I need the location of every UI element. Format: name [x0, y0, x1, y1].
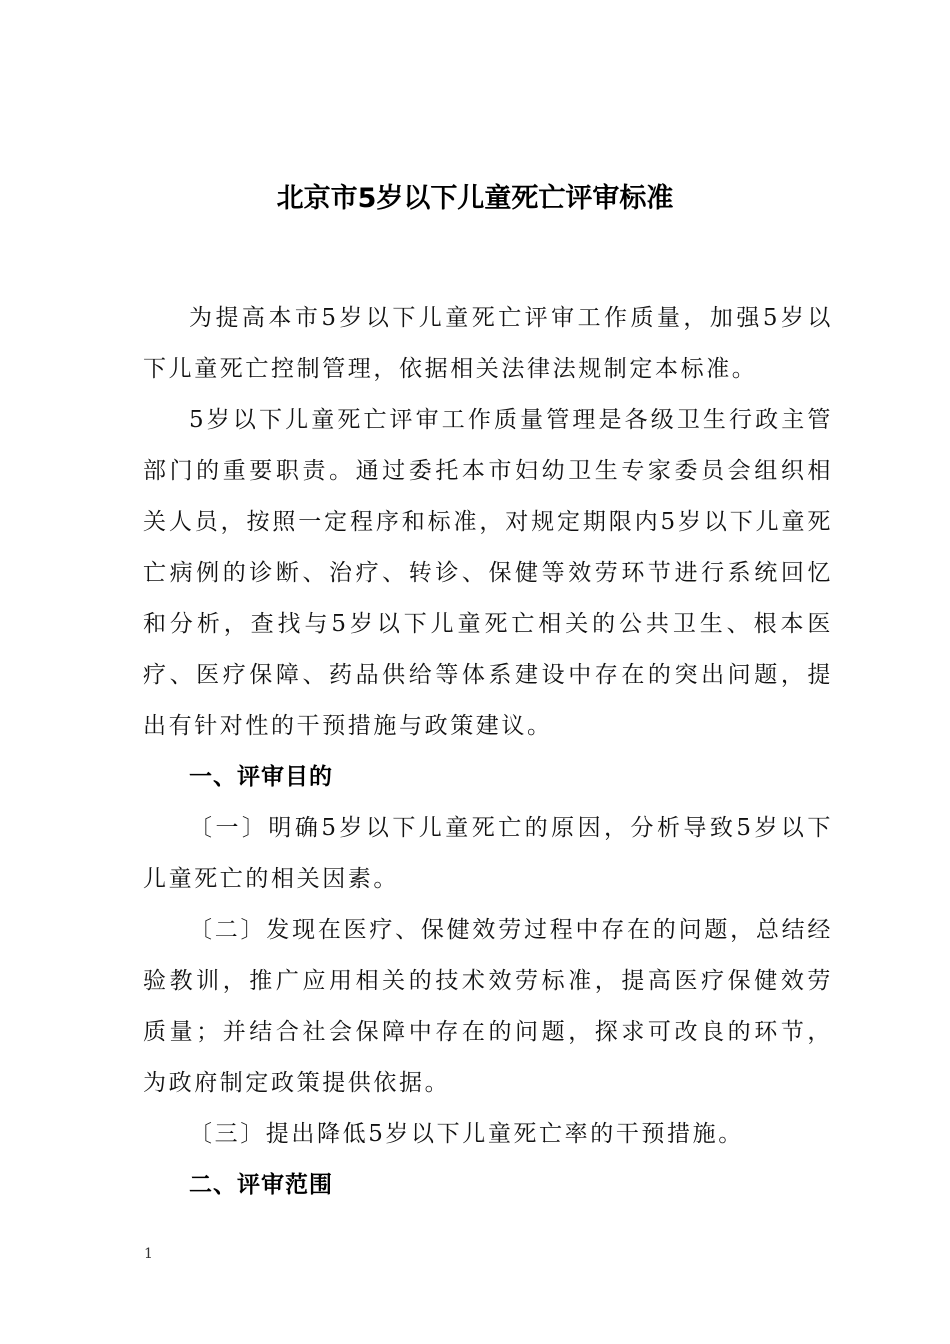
purpose-item-2: 〔二〕发现在医疗、保健效劳过程中存在的问题，总结经验教训，推广应用相关的技术效劳标准，提高医疗保健效劳质量；并结合社会保障中存在的问题，探求可改良的环节，为政府制定政策提供依据。: [143, 917, 833, 1096]
section-heading-purpose: 一、评审目的: [189, 764, 333, 790]
section-heading-scope: 二、评审范围: [189, 1172, 333, 1198]
purpose-item-1: 〔一〕明确5岁以下儿童死亡的原因，分析导致5岁以下儿童死亡的相关因素。: [143, 815, 833, 892]
document-body: [143, 293, 833, 1211]
document-title: 北京市5岁以下儿童死亡评审标准: [276, 183, 674, 214]
page-number: 1: [144, 1246, 153, 1262]
intro-paragraph: 为提高本市5岁以下儿童死亡评审工作质量，加强5岁以下儿童死亡控制管理，依据相关法律法规制定本标准。: [143, 305, 833, 382]
purpose-item-3: 〔三〕提出降低5岁以下儿童死亡率的干预措施。: [189, 1121, 744, 1147]
responsibility-paragraph: 5岁以下儿童死亡评审工作质量管理是各级卫生行政主管部门的重要职责。通过委托本市妇幼卫生专家委员会组织相关人员，按照一定程序和标准，对规定期限内5岁以下儿童死亡病例的诊断、治疗、转诊、保健等效劳环节进行系统回忆和分析，查找与5岁以下儿童死亡相关的公共卫生、根本医疗、医疗保障、药品供给等体系建设中存在的突出问题，提出有针对性的干预措施与政策建议。: [143, 407, 833, 739]
